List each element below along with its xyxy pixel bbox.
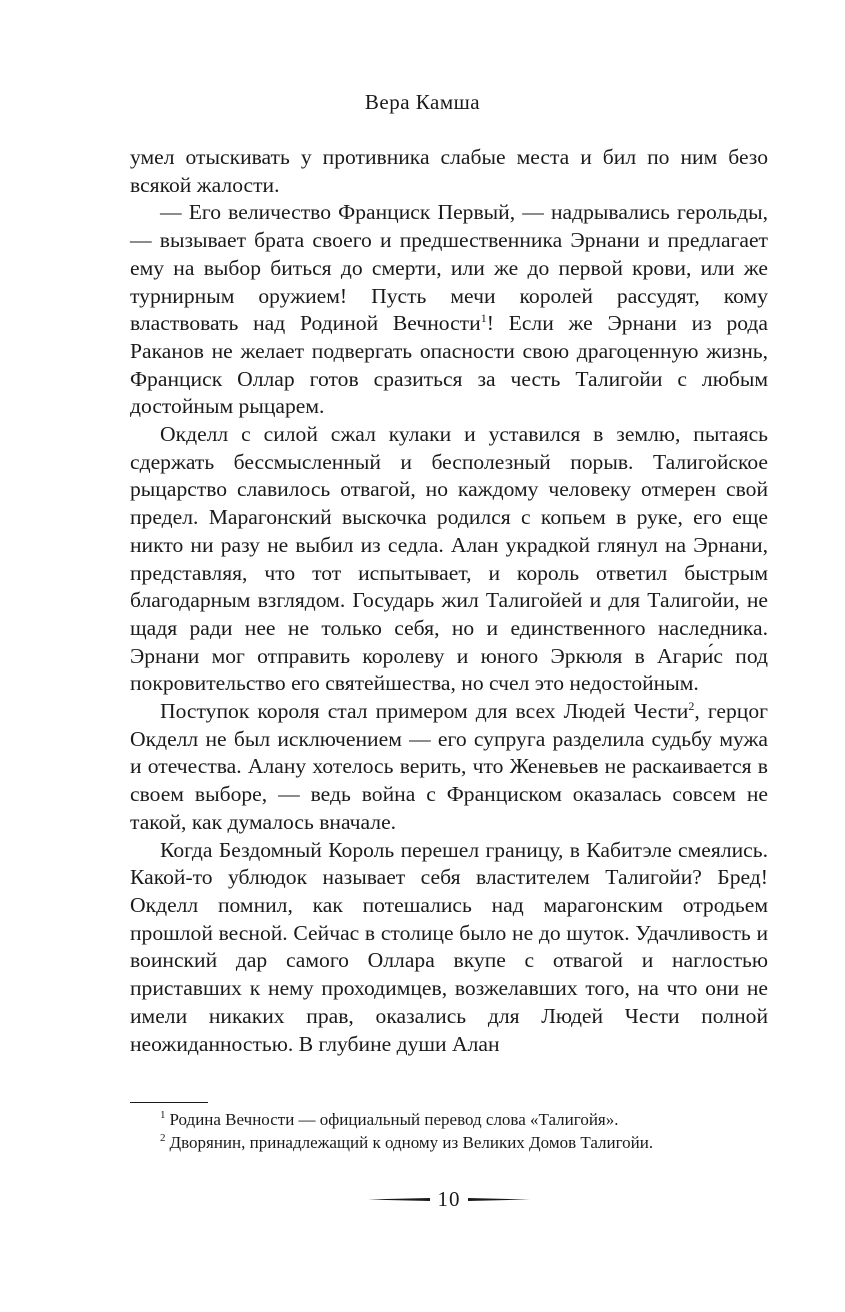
folio-left-ornament xyxy=(368,1198,430,1201)
footnote-2 xyxy=(130,1131,768,1154)
footnote-1 xyxy=(130,1108,768,1131)
footnote-ref-1: 1 xyxy=(480,311,487,326)
page-number: 10 xyxy=(437,1187,461,1211)
paragraph-2-tail: ! Если же Эрнани из рода Раканов не желает подвергать опасности свою драгоценную жизнь, Франциск Оллар готов сразиться за честь Талигойи с любым достойным рыцарем. xyxy=(130,311,768,419)
paragraph-2-text: — Его величество Франциск Первый, — надрывались герольды, — вызывает брата своего и предшественника Эрнани и предлагает ему на выбор биться до смерти, или же до первой крови, или же турнирным оружием! Пусть мечи королей рассудят, кому властвовать над Родиной Вечности xyxy=(130,200,768,336)
footnotes xyxy=(130,1108,768,1154)
footnote-ref-2: 2 xyxy=(688,698,695,713)
paragraph-4-text: Поступок короля стал примером для всех Людей Чести xyxy=(160,699,689,724)
footnote-2-mark: 2 xyxy=(160,1132,166,1145)
running-head-author: Вера Камша xyxy=(364,90,481,114)
paragraph-2 xyxy=(130,199,768,421)
footnote-1-text: Родина Вечности — официальный перевод слова «Талигойя». xyxy=(169,1110,619,1129)
paragraph-1 xyxy=(130,144,768,199)
paragraph-4-tail: , герцог Окделл не был исключением — его супруга разделила судьбу мужа и отечества. Алану хотелось верить, что Женевьев не раскаивается в своем выборе, — ведь война с Франциском оказалась совсем не такой, как думалось вначале. xyxy=(130,699,768,834)
paragraph-4 xyxy=(130,698,768,837)
paragraph-3 xyxy=(130,421,768,698)
folio-right-ornament xyxy=(468,1198,530,1201)
paragraph-3-text: Окделл с силой сжал кулаки и уставился в землю, пытаясь сдержать бессмысленный и бесполезный порыв. Талигойское рыцарство славилось отвагой, но каждому человеку отмерен свой предел. Марагонский выскочка родился с копьем в руке, его еще никто ни разу не выбил из седла. Алан украдкой глянул на Эрнани, представляя, что тот испытывает, и король ответил быстрым благодарным взглядом. Государь жил Талигойей и для Талигойи, не щадя ради нее не только себя, но и единственного наследника. Эрнани мог отправить королеву и юного Эркюля в Агари́с под покровительство его святейшества, но счел это недостойным. xyxy=(130,422,768,696)
footnote-1-mark: 1 xyxy=(160,1109,166,1122)
paragraph-5-text: Когда Бездомный Король перешел границу, в Кабитэле смеялись. Какой-то ублюдок называет себя властителем Талигойи? Бред! Окделл помнил, как потешались над марагонским отродьем прошлой весной. Сейчас в столице было не до шуток. Удачливость и воинский дар самого Оллара вкупе с отвагой и наглостью приставших к нему проходимцев, возжелавших того, на что они не имели никаких прав, оказались для Людей Чести полной неожиданностью. В глубине души Алан xyxy=(130,837,768,1056)
main-text xyxy=(130,144,768,1058)
footnote-2-text: Дворянин, принадлежащий к одному из Великих Домов Талигойи. xyxy=(169,1133,654,1152)
paragraph-5 xyxy=(130,837,768,1059)
footnote-separator xyxy=(130,1102,208,1103)
folio xyxy=(0,1186,845,1212)
paragraph-1-text: умел отыскивать у противника слабые места и бил по ним безо всякой жалости. xyxy=(130,145,768,197)
